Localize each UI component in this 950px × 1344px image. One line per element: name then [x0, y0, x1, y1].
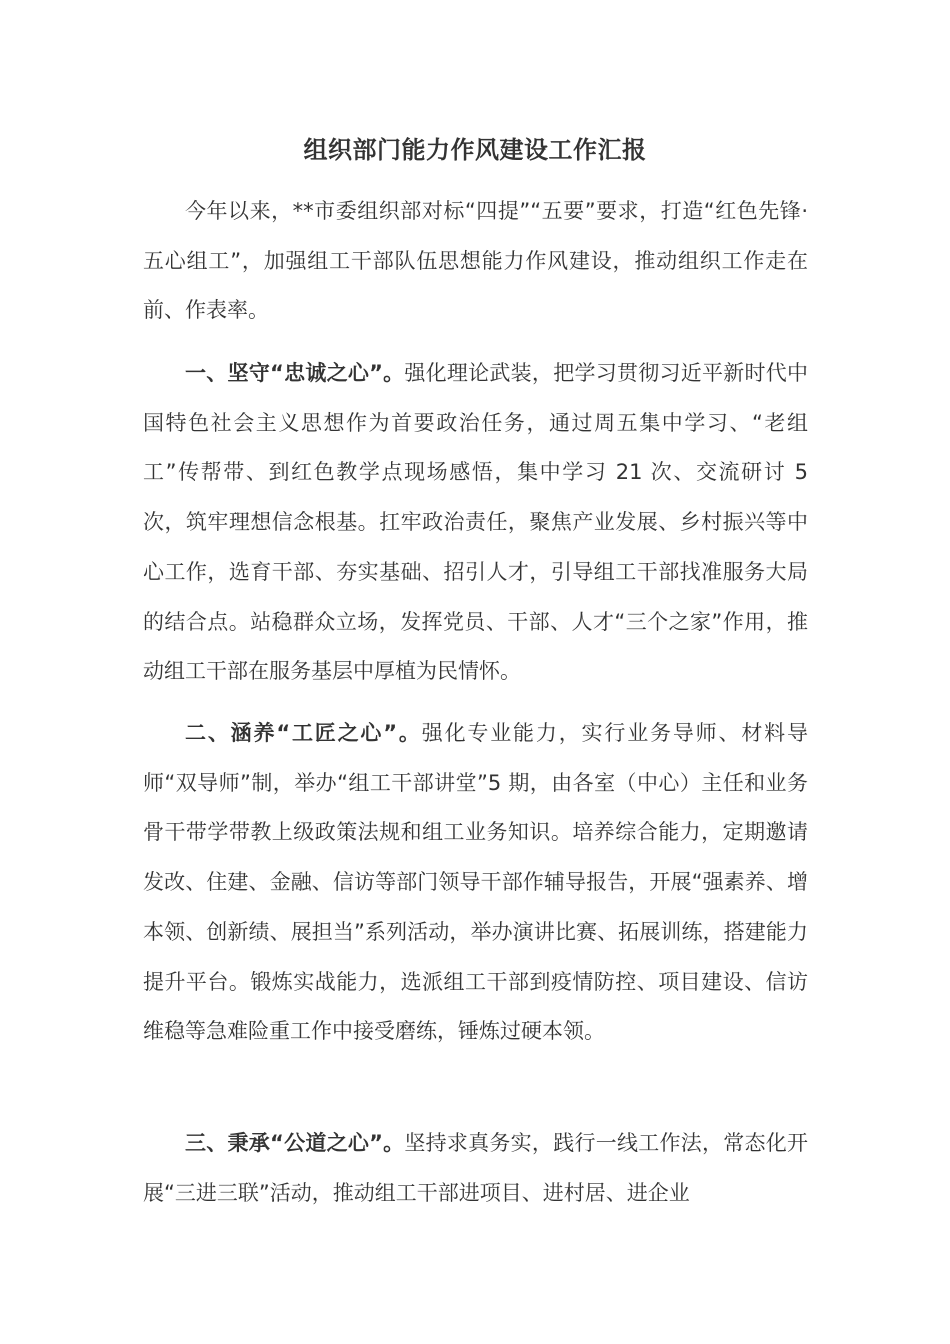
section-paragraph-1 — [143, 349, 808, 697]
intro-paragraph: 今年以来，**市委组织部对标“四提”“五要”要求，打造“红色先锋·五心组工”，加强组工干部队伍思想能力作风建设，推动组织工作走在前、作表率。 — [143, 199, 808, 323]
section-paragraph-3 — [143, 1119, 808, 1218]
page-title: 组织部门能力作风建设工作汇报 — [303, 136, 647, 164]
section-heading-2: 二、涵养“工匠之心”。 — [185, 721, 422, 745]
section-body-3: 坚持求真务实，践行一线工作法，常态化开展“三进三联”活动，推动组工干部进项目、进村居、进企业 — [143, 1131, 808, 1205]
section-heading-1: 一、坚守“忠诚之心”。 — [185, 361, 405, 385]
section-body-2: 强化专业能力，实行业务导师、材料导师“双导师”制，举办“组工干部讲堂”5 期，由各室（中心）主任和业务骨干带学带教上级政策法规和组工业务知识。培养综合能力，定期邀请发改、住建、金融、信访等部门领导干部作辅导报告，开展“强素养、增本领、创新绩、展担当”系列活动，举办演讲比赛、拓展训练，搭建能力提升平台。锻炼实战能力，选派组工干部到疫情防控、项目建设、信访维稳等急难险重工作中接受磨练，锤炼过硬本领。 — [143, 721, 809, 1044]
section-body-1: 强化理论武装，把学习贯彻习近平新时代中国特色社会主义思想作为首要政治任务，通过周五集中学习、“老组工”传帮带、到红色教学点现场感悟，集中学习 21 次、交流研讨 5 次，筑牢理想信念根基。扛牢政治责任，聚焦产业发展、乡村振兴等中心工作，选育干部、夯实基础、招引人才，引导组工干部找准服务大局的结合点。站稳群众立场，发挥党员、干部、人才“三个之家”作用，推动组工干部在服务基层中厚植为民情怀。 — [143, 361, 808, 684]
section-heading-3: 三、秉承“公道之心”。 — [185, 1131, 405, 1155]
section-paragraph-2 — [143, 709, 808, 1057]
